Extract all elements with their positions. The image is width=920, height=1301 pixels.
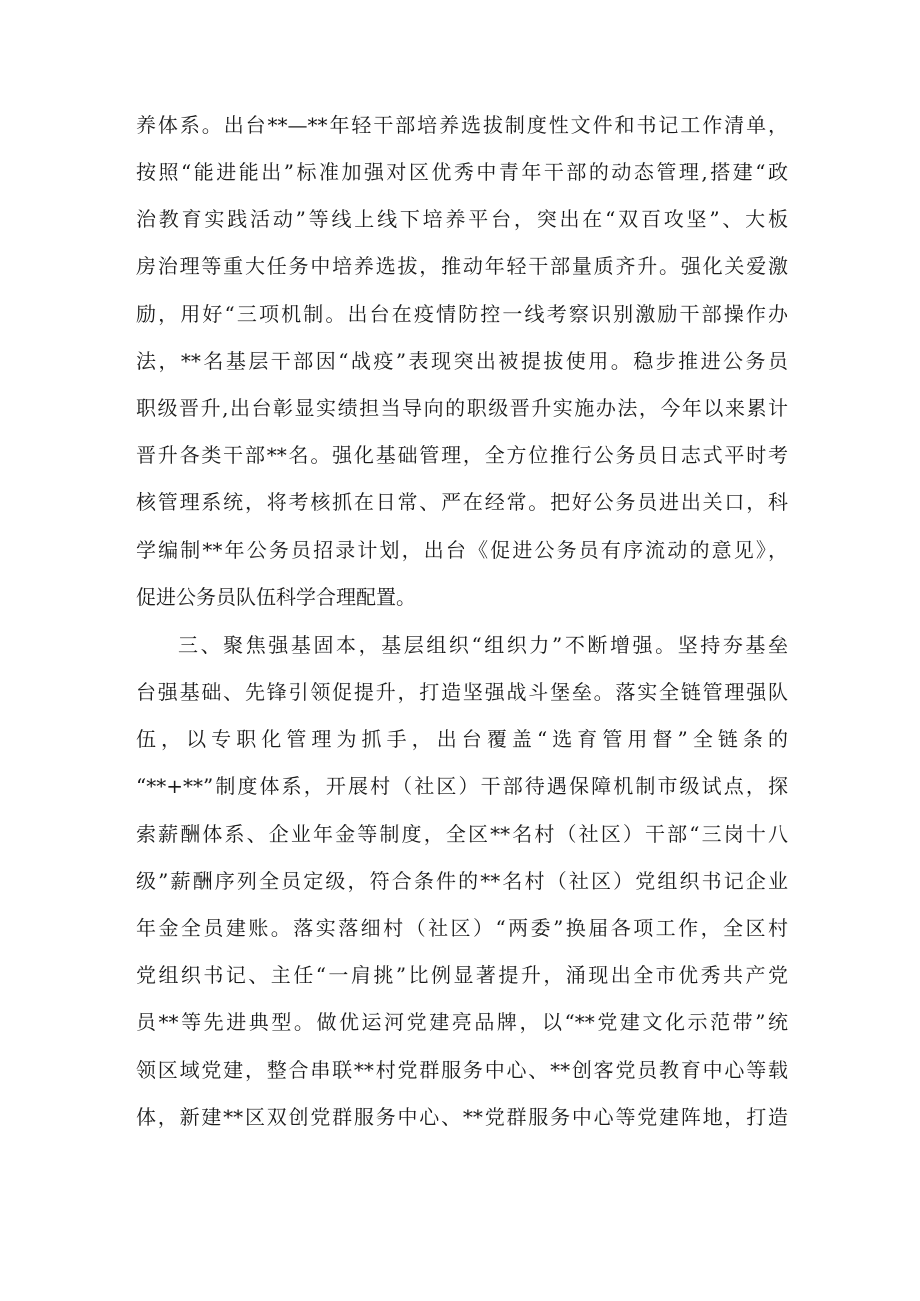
text-line: 按照“能进能出”标准加强对区优秀中青年干部的动态管理,搭建“政 — [136, 160, 788, 184]
section-heading-line: 三、聚焦强基固本，基层组织“组织力”不断增强。坚持夯基垒 — [178, 633, 788, 657]
text-line: 晋升各类干部**名。强化基础管理，全方位推行公务员日志式平时考 — [136, 443, 788, 467]
text-line: 法，**名基层干部因“战疫”表现突出被提拔使用。稳步推进公务员 — [136, 349, 788, 373]
text-line: 领区域党建，整合串联**村党群服务中心、**创客党员教育中心等载 — [136, 1058, 788, 1082]
text-line: 员**等先进典型。做优运河党建亮品牌，以“**党建文化示范带”统 — [136, 1010, 788, 1034]
text-line: 励，用好“三项机制。出台在疫情防控一线考察识别激励干部操作办 — [136, 302, 788, 326]
text-line: 体，新建**区双创党群服务中心、**党群服务中心等党建阵地，打造 — [136, 1105, 788, 1129]
text-line: 核管理系统，将考核抓在日常、严在经常。把好公务员进出关口，科 — [136, 490, 788, 514]
text-line: “**+**”制度体系，开展村（社区）干部待遇保障机制市级试点，探 — [136, 774, 788, 798]
text-line: 党组织书记、主任“一肩挑”比例显著提升，涌现出全市优秀共产党 — [136, 963, 788, 987]
text-line: 索薪酬体系、企业年金等制度，全区**名村（社区）干部“三岗十八 — [136, 822, 788, 846]
text-line: 学编制**年公务员招录计划，出台《促进公务员有序流动的意见》， — [136, 538, 788, 562]
text-line: 年金全员建账。落实落细村（社区）“两委”换届各项工作，全区村 — [136, 916, 788, 940]
text-line: 伍，以专职化管理为抓手，出台覆盖“选育管用督”全链条的 — [136, 727, 788, 751]
text-line: 治教育实践活动”等线上线下培养平台，突出在“双百攻坚”、大板 — [136, 207, 788, 231]
text-line: 职级晋升,出台彰显实绩担当导向的职级晋升实施办法，今年以来累计 — [136, 396, 788, 420]
text-line: 养体系。出台**—**年轻干部培养选拔制度性文件和书记工作清单， — [136, 113, 788, 137]
text-line: 促进公务员队伍科学合理配置。 — [136, 585, 416, 609]
text-line: 级”薪酬序列全员定级，符合条件的**名村（社区）党组织书记企业 — [136, 869, 788, 893]
text-line: 房治理等重大任务中培养选拔，推动年轻干部量质齐升。强化关爱激 — [136, 254, 788, 278]
text-line: 台强基础、先锋引领促提升，打造坚强战斗堡垒。落实全链管理强队 — [136, 680, 788, 704]
